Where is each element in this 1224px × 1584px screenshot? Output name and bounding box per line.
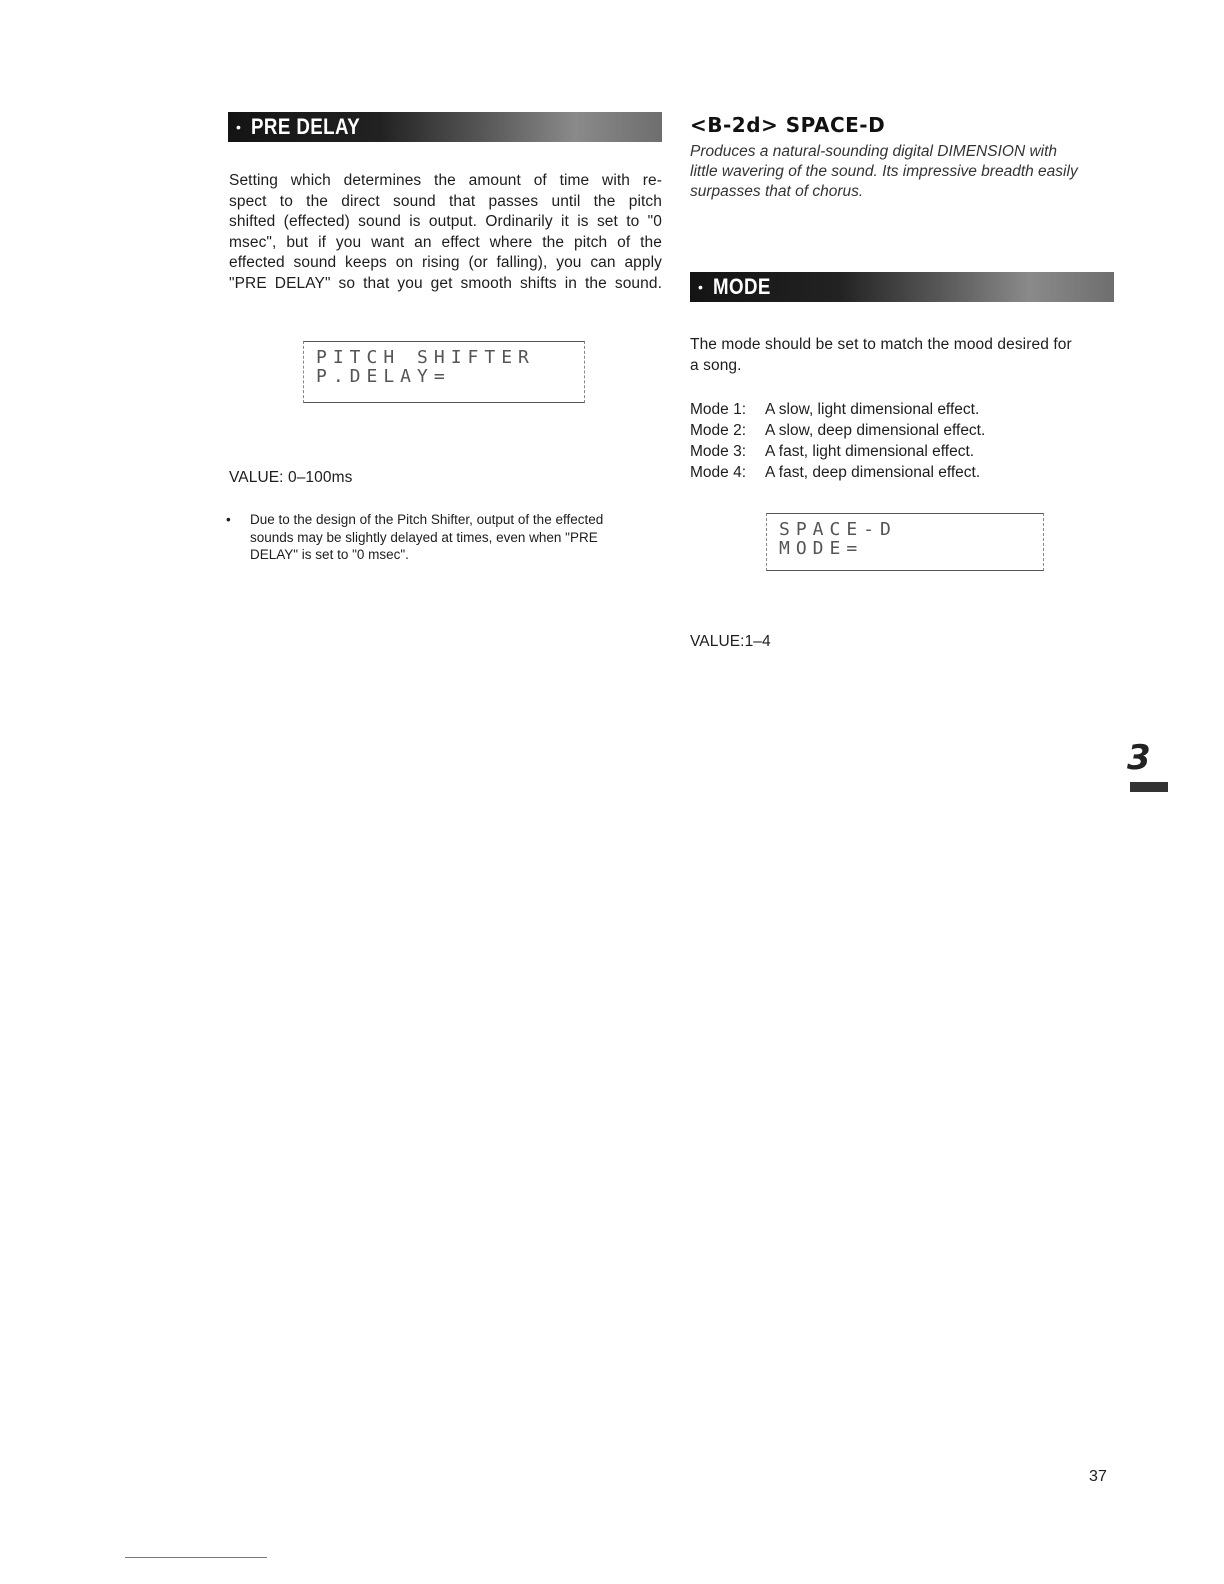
mode-desc: A slow, light dimensional effect.: [765, 401, 980, 418]
bullet-icon: •: [698, 279, 703, 295]
mode-desc: A fast, light dimensional effect.: [765, 443, 975, 460]
list-item: [690, 420, 1110, 441]
mode-title: MODE: [712, 274, 771, 299]
list-item: [690, 441, 1110, 462]
text-line: Setting which determines the amount of time with re-: [229, 172, 662, 189]
mode-desc: A slow, deep dimensional effect.: [765, 422, 986, 439]
page-number: 37: [1089, 1468, 1107, 1485]
mode-list: [690, 399, 1110, 483]
mode-label: Mode 4:: [690, 464, 747, 481]
mode-desc: A fast, deep dimensional effect.: [765, 464, 981, 481]
chapter-tab-mark: [1130, 782, 1168, 792]
chapter-number: 3: [1127, 738, 1151, 778]
text-line: The mode should be set to match the mood desired for: [690, 336, 1072, 353]
mode-section-bar: [690, 272, 1114, 302]
pre-delay-lcd-display: [303, 341, 585, 403]
intro-line: Produces a natural-sounding digital DIMENSION with: [690, 143, 1058, 160]
pre-delay-value: VALUE: 0–100ms: [229, 469, 353, 486]
intro-line: little wavering of the sound. Its impressive breadth easily: [690, 163, 1078, 180]
text-line: shifted (effected) sound is output. Ordinarily it is set to "0: [229, 213, 662, 230]
note-line: sounds may be slightly delayed at times, even when "PRE: [250, 529, 598, 545]
mode-label: Mode 3:: [690, 443, 747, 460]
lcd-line-2: P.DELAY=: [316, 366, 451, 387]
lcd-line-1: PITCH SHIFTER: [316, 347, 535, 368]
note-line: DELAY" is set to "0 msec".: [250, 547, 409, 562]
mode-label: Mode 1:: [690, 401, 747, 418]
pre-delay-note: [226, 511, 666, 564]
intro-line: surpasses that of chorus.: [690, 183, 864, 200]
list-item: [690, 399, 1110, 420]
pre-delay-section-bar: [228, 112, 662, 142]
lcd-line-2: MODE=: [779, 538, 864, 559]
text-line: a song.: [690, 356, 742, 374]
lcd-line-1: SPACE-D: [779, 519, 897, 540]
mode-value: VALUE:1–4: [690, 633, 771, 650]
text-line: spect to the direct sound that passes until the pitch: [229, 192, 662, 210]
space-d-intro: [690, 142, 1122, 202]
mode-label: Mode 2:: [690, 422, 747, 439]
mode-lcd-display: [766, 513, 1044, 571]
text-line: msec", but if you want an effect where the pitch of the: [229, 233, 662, 251]
text-line: effected sound keeps on rising (or falling), you can apply: [229, 254, 662, 271]
mode-description: [690, 335, 1116, 376]
space-d-heading: <B-2d> SPACE-D: [690, 113, 886, 137]
note-line: Due to the design of the Pitch Shifter, output of the effected: [250, 512, 604, 527]
bullet-icon: •: [236, 119, 241, 135]
text-line: "PRE DELAY" so that you get smooth shifts in the sound.: [229, 274, 662, 292]
list-item: [690, 462, 1110, 483]
note-bullet: •: [226, 512, 231, 527]
pre-delay-title: PRE DELAY: [250, 114, 361, 139]
footer-rule: [125, 1557, 267, 1558]
pre-delay-description: [229, 171, 662, 294]
